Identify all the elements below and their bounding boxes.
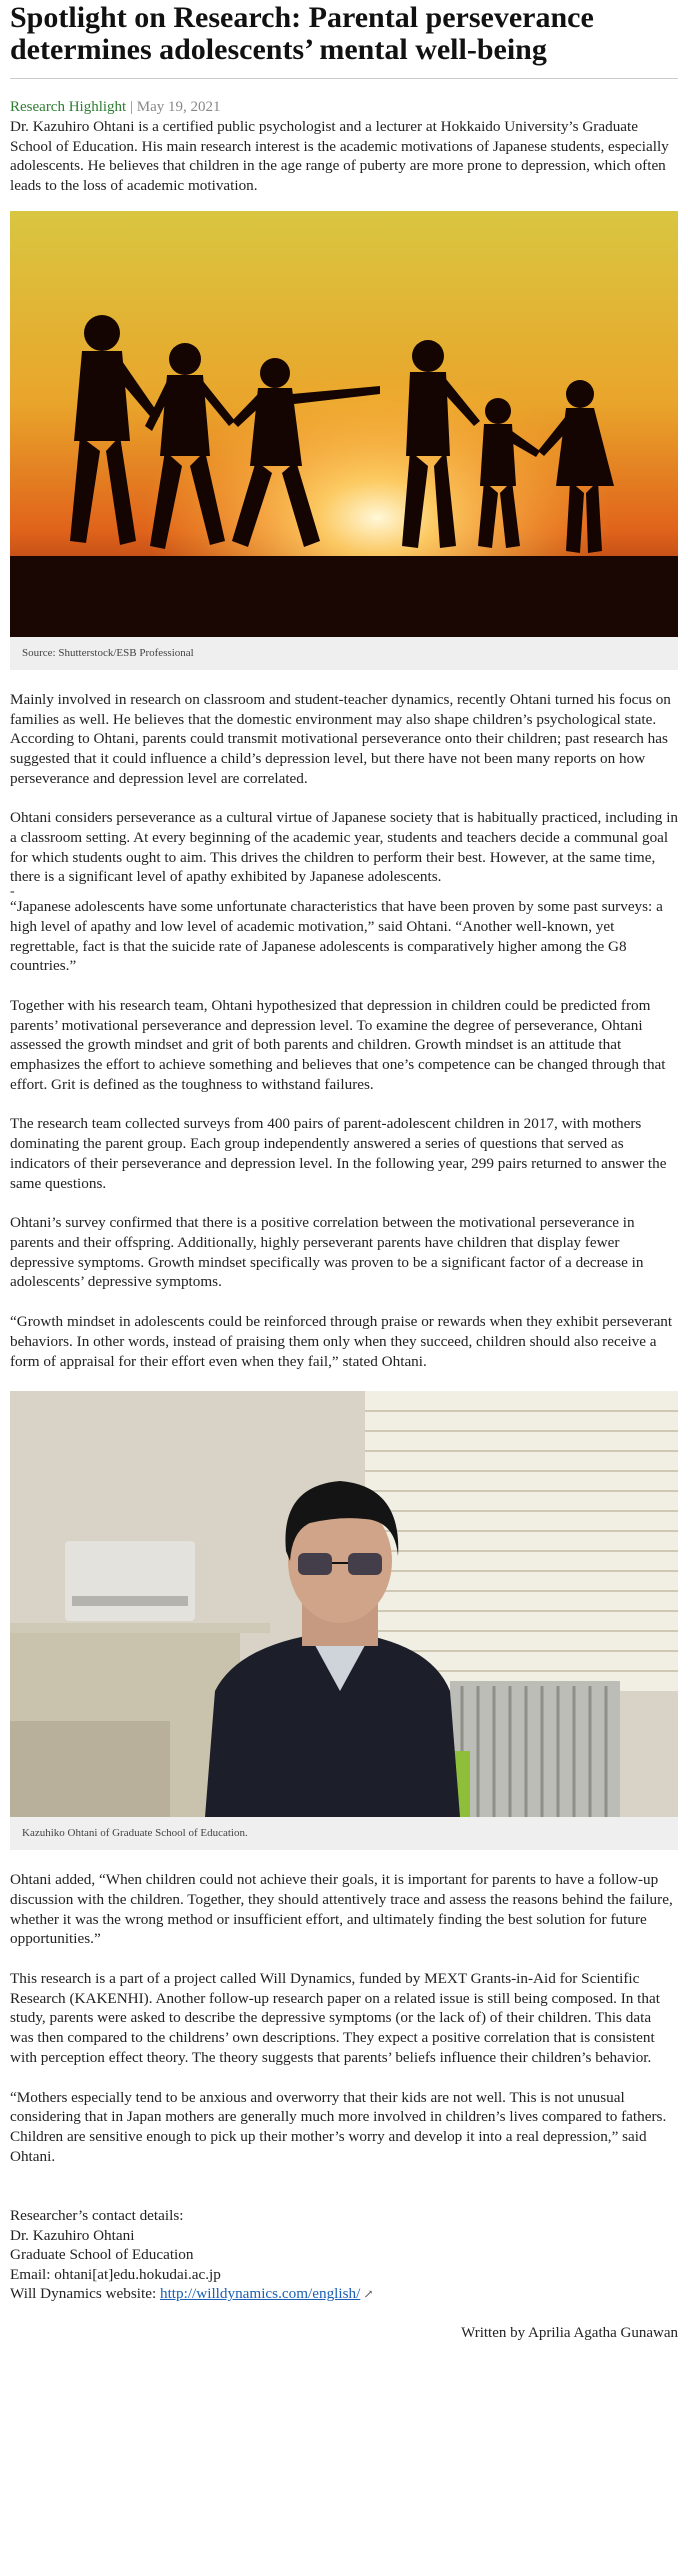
author-byline: Written by Aprilia Agatha Gunawan bbox=[461, 2324, 678, 2341]
contact-name: Dr. Kazuhiro Ohtani bbox=[10, 2226, 135, 2244]
paragraph: This research is a part of a project called Will Dynamics, funded by MEXT Grants-in-Aid for Scientific Research (KAKENHI). Another follow-up research paper on a related issue is still being composed. In that study, parents were asked to describe the depressive symptoms (or the lack of) of their children. This data was then compared to the childrens’ own descriptions. They expect a positive correlation that is consistent with perception effect theory. The theory suggests that parents’ beliefs influence their children’s behavior. bbox=[10, 1970, 660, 2066]
paragraph: Together with his research team, Ohtani hypothesized that depression in children could be predicted from parents’ motivational perseverance and depression level. To examine the degree of perseverance, Ohtani assessed the growth mindset and grit of both parents and children. Growth mindset is an attitude that emphasizes the effort to achieve something and believes that one’s competence can be changed through that effort. Grit is defined as the toughness to withstand failures. bbox=[10, 996, 666, 1093]
quote-paragraph: “Mothers especially tend to be anxious and overworry that their kids are not well. This is not unusual considering that in Japan mothers are generally much more involved in children’s lives compared to fathers. Children are sensitive enough to pick up their mother’s worry and develop it into a real depression,” said Ohtani. bbox=[10, 2088, 667, 2165]
contact-email: Email: ohtani[at]edu.hokudai.ac.jp bbox=[10, 2265, 221, 2283]
figure-caption: Source: Shutterstock/ESB Professional bbox=[22, 646, 194, 659]
external-link-icon: ↗ bbox=[363, 2287, 374, 2302]
paragraph: The research team collected surveys from 400 pairs of parent-adolescent children in 2017, with mothers dominating the parent group. Each group independently answered a series of questions that served as indicators of their perseverance and depression level. In the following year, 299 pairs returned to answer the same questions. bbox=[10, 1115, 667, 1192]
contact-school: Graduate School of Education bbox=[10, 2246, 194, 2264]
dash-marker: - bbox=[10, 884, 15, 900]
website-link[interactable]: http://willdynamics.com/english/ bbox=[159, 2285, 361, 2303]
quote-paragraph: Ohtani added, “When children could not achieve their goals, it is important for parents to have a follow-up discussion with the children. Together, they should attentively trace and assess the reasons behind the failure, whether it was the wrong method or insufficient effort, and ultimately finding the best solution for future opportunities.” bbox=[10, 1871, 673, 1948]
paragraph: Ohtani’s survey confirmed that there is a positive correlation between the motivational perseverance in parents and their offspring. Additionally, highly perseverant parents have children that display fewer depressive symptoms. Growth mindset specifically was proven to be a significant factor of a decrease in adolescents’ depressive symptoms. bbox=[10, 1214, 644, 1291]
contact-website bbox=[10, 2284, 678, 2305]
researcher-photo bbox=[10, 1391, 678, 1817]
paragraph: Ohtani considers perseverance as a cultural virtue of Japanese society that is habitually practiced, including in a classroom setting. At every beginning of the academic year, students and teachers decide a communal goal for which students ought to aim. This drives the children to perform their best. However, at the same time, there is a significant level of apathy exhibited by Japanese adolescents. bbox=[10, 809, 679, 886]
meta-separator: | bbox=[129, 99, 133, 115]
publish-date: May 19, 2021 bbox=[136, 99, 221, 115]
intro-paragraph: Dr. Kazuhiro Ohtani is a certified public psychologist and a lecturer at Hokkaido University’s Graduate School of Education. His main research interest is the academic motivations of Japanese students, especially adolescents. He believes that children in the age range of puberty are more prone to depression, which often leads to the loss of academic motivation. bbox=[10, 118, 669, 195]
article-meta bbox=[10, 97, 678, 117]
figure-children-sunset bbox=[10, 211, 678, 670]
contact-heading: Researcher’s contact details: bbox=[10, 2207, 184, 2225]
website-label: Will Dynamics website: bbox=[10, 2285, 160, 2303]
article-title: Spotlight on Research: Parental perseverance determines adolescents’ mental well-being bbox=[10, 1, 594, 66]
figure-caption: Kazuhiko Ohtani of Graduate School of Education. bbox=[22, 1827, 248, 1840]
paragraph: Mainly involved in research on classroom and student-teacher dynamics, recently Ohtani turned his focus on families as well. He believes that the domestic environment may also shape children’s psychological state. According to Ohtani, parents could transmit motivational perseverance onto their children; past research has suggested that it could influence a child’s depression level, but there have not been many reports on how perseverance and depression level are correlated. bbox=[10, 690, 671, 787]
contact-details bbox=[10, 2206, 678, 2305]
children-sunset-photo bbox=[10, 211, 678, 637]
category-link[interactable]: Research Highlight bbox=[10, 99, 127, 115]
quote-paragraph: “Japanese adolescents have some unfortunate characteristics that have been proven by some past surveys: a high level of apathy and low level of academic motivation,” said Ohtani. “Another well-known, yet regrettable, fact is that the suicide rate of Japanese adolescents is comparatively higher among the G8 countries.” bbox=[10, 898, 663, 975]
figure-researcher-portrait bbox=[10, 1391, 678, 1850]
title-divider bbox=[10, 78, 678, 79]
quote-paragraph: “Growth mindset in adolescents could be reinforced through praise or rewards when they exhibit perseverant behaviors. In other words, instead of praising them only when they succeed, children should also receive a form of appraisal for their effort even when they fail,” stated Ohtani. bbox=[10, 1313, 673, 1370]
